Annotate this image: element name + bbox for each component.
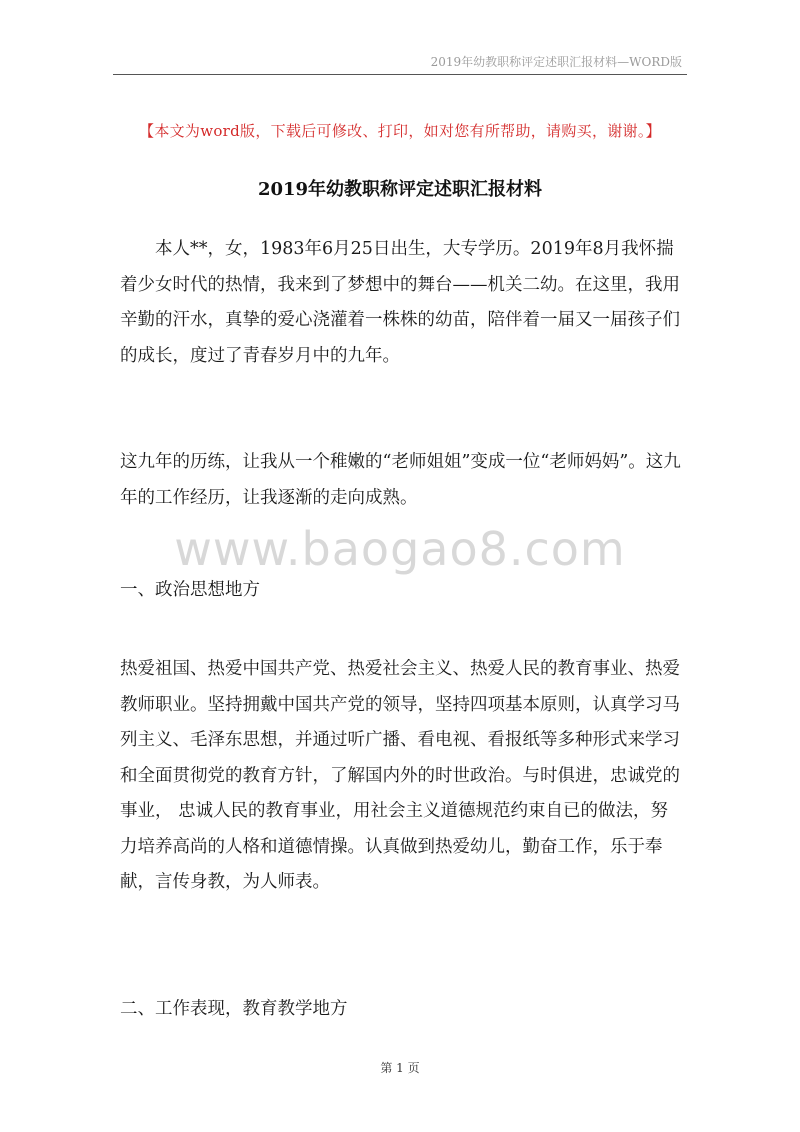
page-number: 第 1 页 (380, 1061, 420, 1075)
watermark: www.baogao8.com (174, 522, 626, 576)
section-heading-politics: 一、政治思想地方 (120, 580, 260, 600)
document-title: 2019年幼教职称评定述职汇报材料 (257, 179, 543, 200)
header-divider (113, 74, 687, 75)
section-heading-work: 二、工作表现，教育教学地方 (120, 999, 348, 1019)
section-body-politics: 热爱祖国、热爱中国共产党、热爱社会主义、热爱人民的教育事业、热爱教师职业。坚持拥戴中国共产党的领导，坚持四项基本原则，认真学习马列主义、毛泽东思想，并通过听广播、看电视、看报纸等多种形式来学习和全面贯彻党的教育方针，了解国内外的时世政治。与时俱进，忠诚党的事业， 忠诚人民的教育事业，用社会主义道德规范约束自已的做法，努力培养高尚的人格和道德情操。认真做到热爱幼儿，勤奋工作，乐于奉献，言传身教，为人师表。 (120, 659, 680, 892)
growth-paragraph: 这九年的历练，让我从一个稚嫩的“老师姐姐”变成一位“老师妈妈”。这九年的工作经历，让我逐渐的走向成熟。 (120, 452, 681, 508)
intro-paragraph: 本人**，女，1983年6月25日出生，大专学历。2019年8月我怀揣着少女时代的热情，我来到了梦想中的舞台——机关二幼。在这里，我用辛勤的汗水，真挚的爱心浇灌着一株株的幼苗，陪伴着一届又一届孩子们的成长，度过了青春岁月中的九年。 (120, 239, 680, 366)
purchase-notice: 【本文为word版，下载后可修改、打印，如对您有所帮助，请购买，谢谢。】 (139, 122, 661, 140)
page-header-title: 2019年幼教职称评定述职汇报材料—WORD版 (430, 55, 682, 69)
